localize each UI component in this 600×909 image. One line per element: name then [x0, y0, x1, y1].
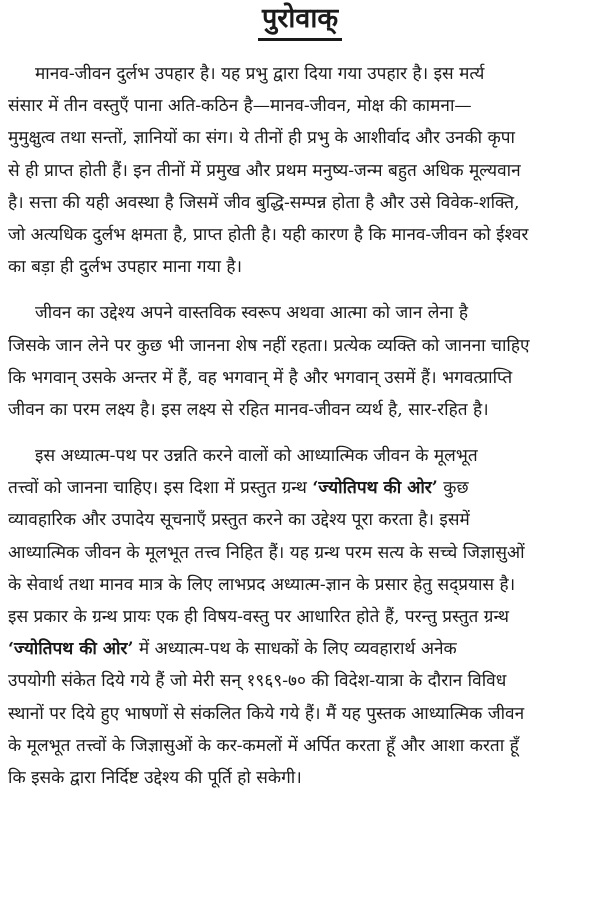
text-line: कि भगवान् उसके अन्तर में हैं, वह भगवान् में है और भगवान् उसमें हैं। भगवत्प्राप्ति — [8, 367, 513, 388]
text-line: स्थानों पर दिये हुए भाषणों से संकलित किये गये हैं। मैं यह पुस्तक आध्यात्मिक जीवन — [8, 703, 525, 724]
paragraph-2 — [8, 297, 592, 426]
text-line: मुमुक्षुत्व तथा सन्तों, ज्ञानियों का संग। ये तीनों ही प्रभु के आशीर्वाद और उनकी कृपा — [8, 128, 515, 149]
text-segment: तत्त्वों को जानना चाहिए। इस दिशा में प्रस्तुत ग्रन्थ — [8, 478, 313, 499]
text-line: जीवन का उद्देश्य अपने वास्तविक स्वरूप अथवा आत्मा को जान लेना है — [35, 303, 468, 324]
text-line: संसार में तीन वस्तुएँ पाना अति-कठिन है—मानव-जीवन, मोक्ष की कामना— — [8, 96, 472, 117]
text-line: व्यावहारिक और उपादेय सूचनाएँ प्रस्तुत करने का उद्देश्य पूरा करता है। इसमें — [8, 510, 470, 531]
text-line: मानव-जीवन दुर्लभ उपहार है। यह प्रभु द्वारा दिया गया उपहार है। इस मर्त्य — [35, 64, 485, 84]
text-line: जिसके जान लेने पर कुछ भी जानना शेष नहीं रहता। प्रत्येक व्यक्ति को जानना चाहिए — [8, 335, 530, 356]
text-line: जो अत्यधिक दुर्लभ क्षमता है, प्राप्त होती है। यही कारण है कि मानव-जीवन को ईश्वर — [8, 224, 529, 245]
paragraph-1 — [8, 58, 592, 283]
text-line: इस अध्यात्म-पथ पर उन्नति करने वालों को आध्यात्मिक जीवन के मूलभूत — [35, 446, 478, 467]
text-line — [8, 472, 592, 504]
text-line: कि इसके द्वारा निर्दिष्ट उद्देश्य की पूर्ति हो सकेगी। — [8, 767, 302, 788]
text-line: का बड़ा ही दुर्लभ उपहार माना गया है। — [8, 257, 243, 278]
text-line: जीवन का परम लक्ष्य है। इस लक्ष्य से रहित मानव-जीवन व्यर्थ है, सार-रहित है। — [8, 399, 489, 420]
text-line: इस प्रकार के ग्रन्थ प्रायः एक ही विषय-वस्तु पर आधारित होते हैं, परन्तु प्रस्तुत ग्रन्थ — [8, 607, 510, 627]
text-line: है। सत्ता की यही अवस्था है जिसमें जीव बुद्धि-सम्पन्न होता है और उसे विवेक-शक्ति, — [8, 192, 520, 213]
page-title: पुरोवाक् — [258, 2, 342, 41]
book-title: ‘ज्योतिपथ की ओर’ — [312, 478, 438, 499]
paragraph-3 — [8, 440, 592, 794]
text-line: के सेवार्थ तथा मानव मात्र के लिए लाभप्रद अध्यात्म-ज्ञान के प्रसार हेतु सद्प्रयास है। — [8, 574, 516, 595]
book-title: ‘ज्योतिपथ की ओर’ — [8, 639, 134, 660]
text-segment: कुछ — [437, 478, 469, 499]
text-line: उपयोगी संकेत दिये गये हैं जो मेरी सन् १९६९-७० की विदेश-यात्रा के दौरान विविध — [8, 671, 507, 692]
text-line: के मूलभूत तत्त्वों के जिज्ञासुओं के कर-कमलों में अर्पित करता हूँ और आशा करता हूँ — [8, 735, 519, 756]
text-segment: में अध्यात्म-पथ के साधकों के लिए व्यवहारार्थ अनेक — [133, 639, 457, 660]
text-line — [8, 633, 592, 665]
title-wrap — [8, 0, 592, 50]
text-line: आध्यात्मिक जीवन के मूलभूत तत्त्व निहित हैं। यह ग्रन्थ परम सत्य के सच्चे जिज्ञासुओं — [8, 542, 525, 563]
text-line: से ही प्राप्त होती हैं। इन तीनों में प्रमुख और प्रथम मनुष्य-जन्म बहुत अधिक मूल्यवान — [8, 160, 521, 181]
